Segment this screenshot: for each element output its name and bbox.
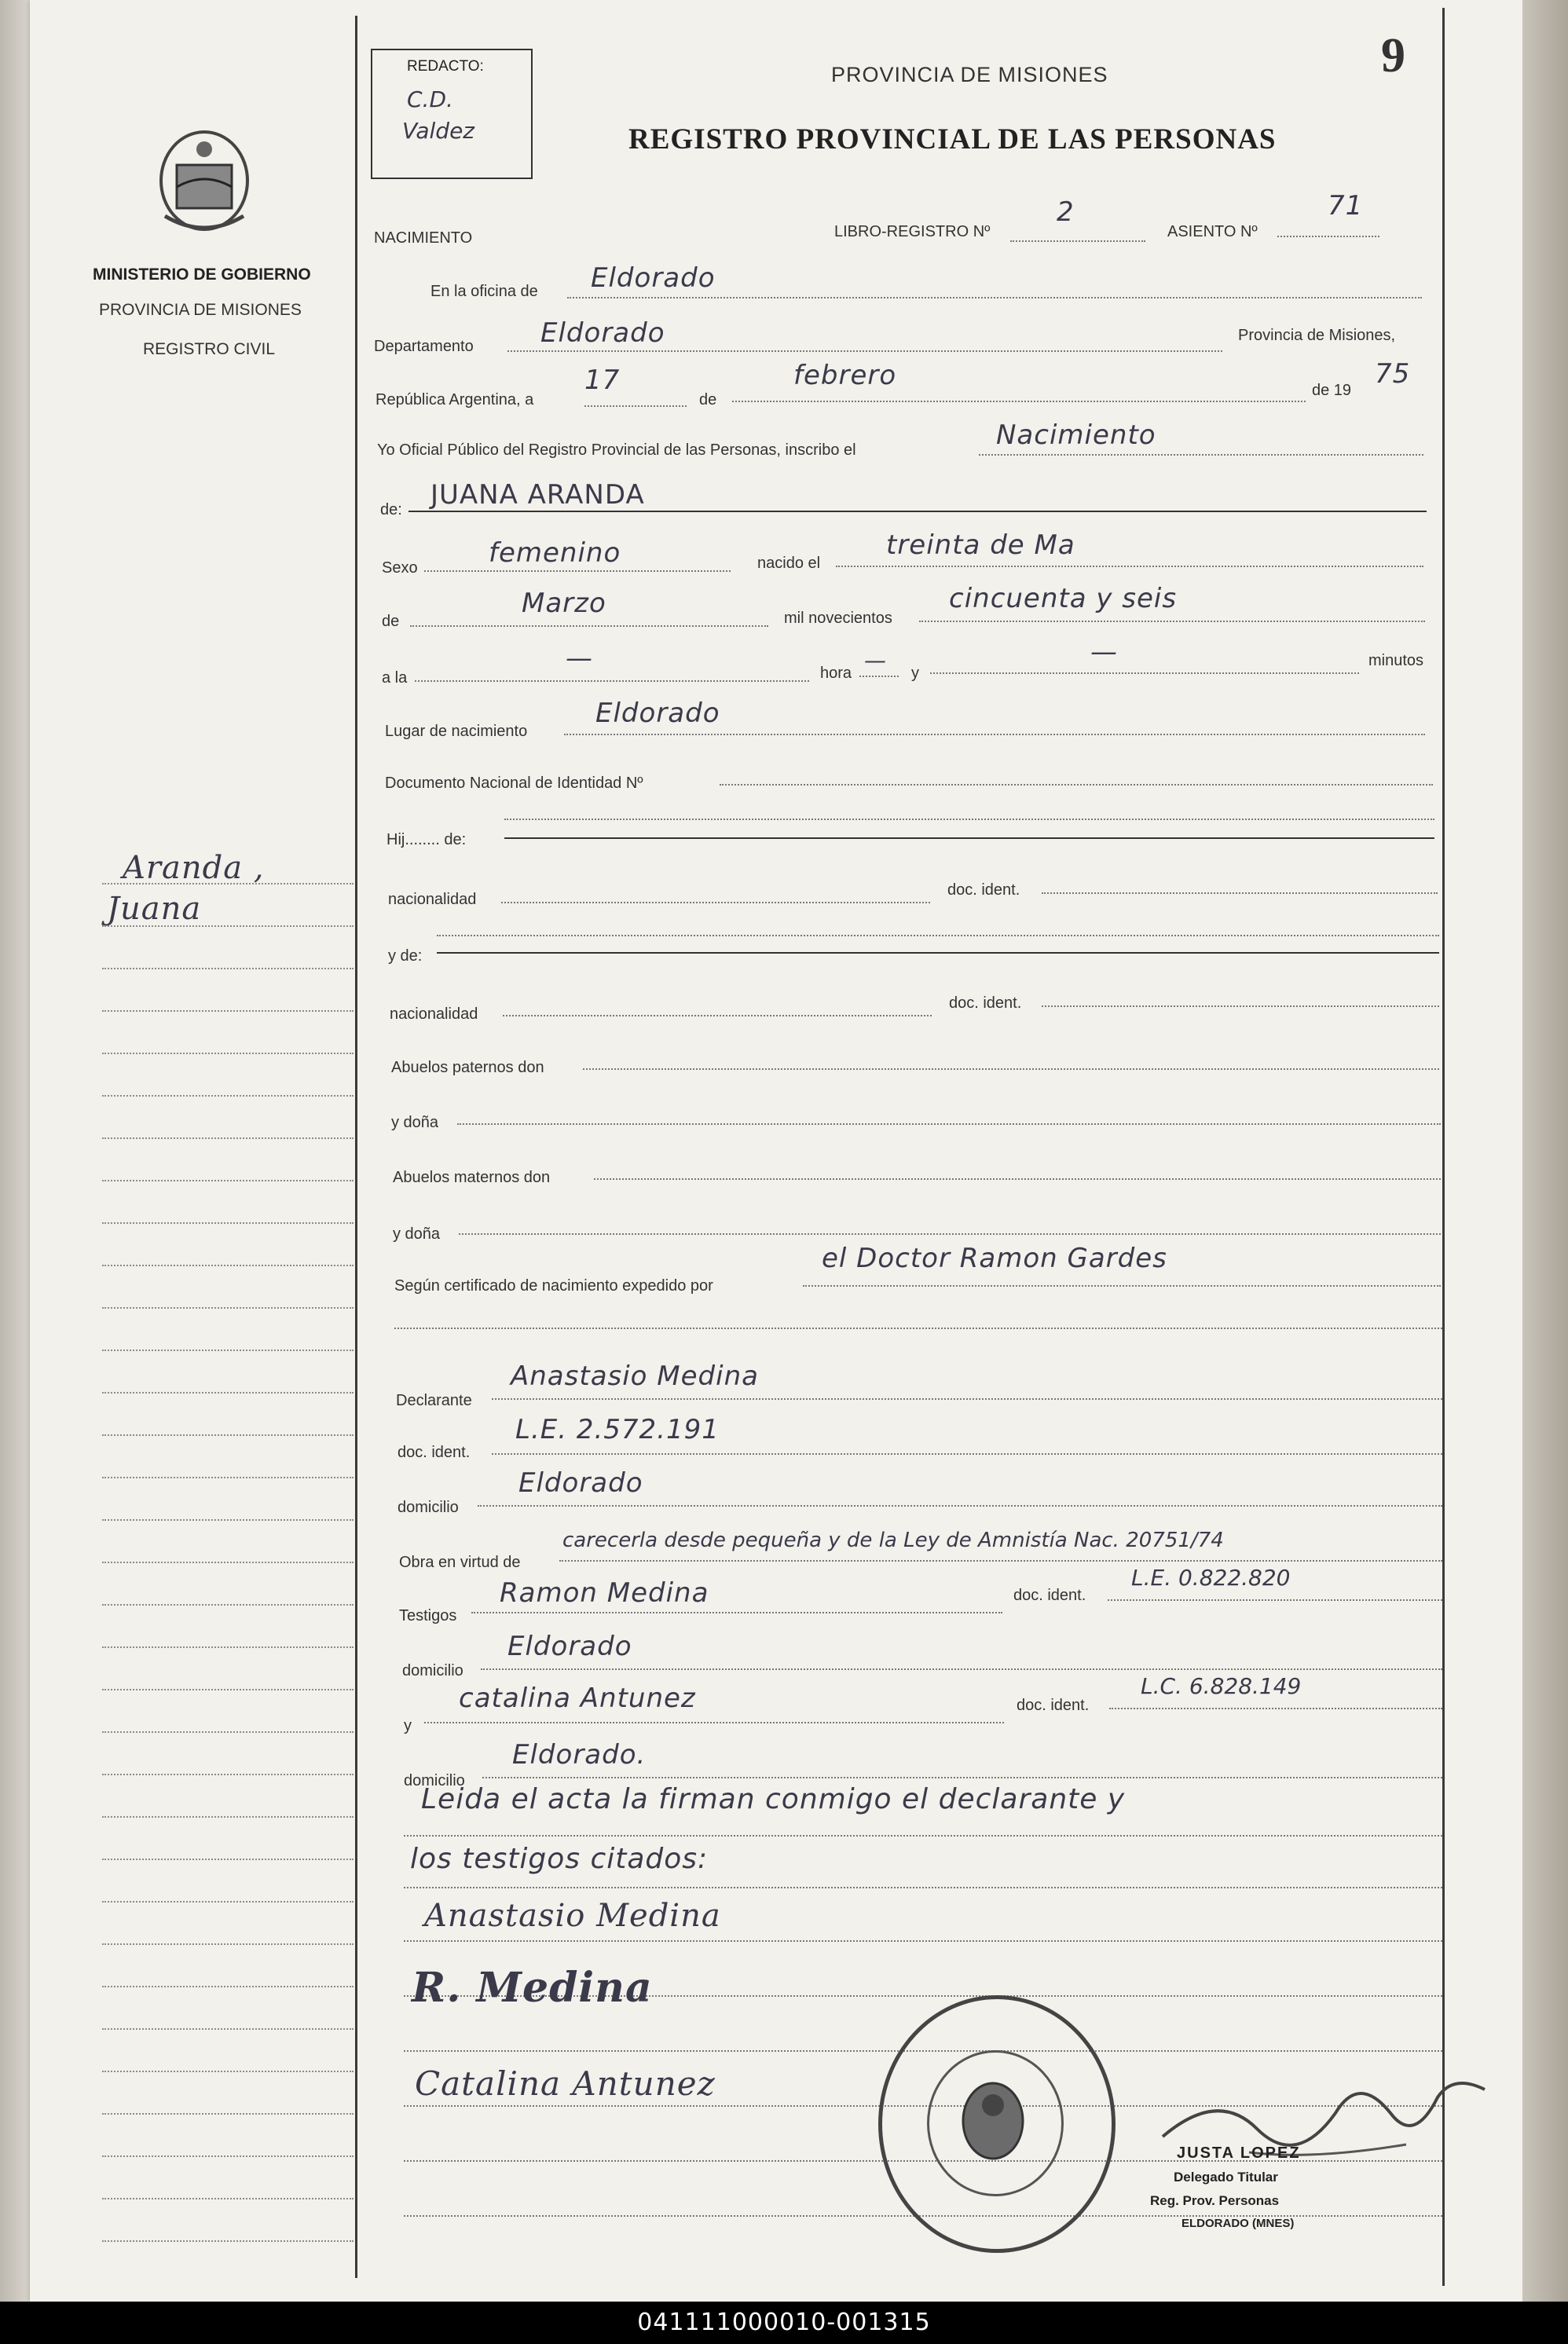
segun-dots [803,1285,1441,1287]
seal-emblem-icon [954,2074,1032,2168]
docident5-value: L.C. 6.828.149 [1141,1673,1302,1699]
sexo-value: femenino [489,537,621,569]
ydona1-label: y doña [391,1114,439,1131]
yde-dots [437,935,1439,936]
docident4-label: doc. ident. [1013,1587,1086,1604]
mes-nac-value: Marzo [522,588,606,619]
nacido-dots [836,566,1423,567]
header-registry-title: REGISTRO PROVINCIAL DE LAS PERSONAS [628,123,1277,156]
nacionalidad2-label: nacionalidad [390,1005,478,1023]
segun2-dots [394,1328,1442,1329]
oficina-dots [567,297,1422,298]
obra-label: Obra en virtud de [399,1554,521,1571]
page-right-edge [1522,0,1568,2302]
margin-line [102,1137,354,1139]
redacto-name: Valdez [402,118,474,144]
anio-value: 75 [1375,358,1411,390]
nacionalidad1-label: nacionalidad [388,891,477,908]
hij-dots [504,819,1434,820]
header-province: PROVINCIA DE MISIONES [831,63,1108,86]
nacido-value: treinta de Ma [886,529,1075,561]
closing2-dots [404,1887,1442,1888]
margin-line [102,1562,354,1563]
de19-label: de 19 [1312,382,1352,399]
oficina-value: Eldorado [591,262,716,294]
obra-value: carecerla desde pequeña y de la Ley de Amnistía Nac. 20751/74 [562,1529,1224,1552]
abuelos-mat-label: Abuelos maternos don [393,1169,551,1186]
nacido-label: nacido el [757,555,821,572]
margin-note-name: Juana [107,891,202,927]
sig-line-1 [404,1940,1442,1942]
margin-line [102,968,354,969]
page-number: 9 [1381,29,1405,82]
dom1-dots [478,1505,1442,1507]
margin-line [102,1901,354,1903]
doc5-dots [1109,1708,1442,1709]
ministry-line2: PROVINCIA DE MISIONES [99,301,302,319]
asiento-label: ASIENTO Nº [1167,223,1258,240]
hij-line [504,837,1434,839]
margin-line [102,1222,354,1224]
test1-dots [471,1612,1002,1613]
docident3-value: L.E. 2.572.191 [515,1414,720,1445]
oficial-label: Yo Oficial Público del Registro Provincial de las Personas, inscribo el [377,441,856,459]
left-border-line [355,16,357,2278]
margin-line [102,1053,354,1054]
de2-label: de [382,613,400,630]
ala-dots [415,680,809,682]
margin-line [102,1646,354,1648]
lugar-value: Eldorado [595,698,720,729]
nacimiento-label: NACIMIENTO [374,229,473,247]
closing2: los testigos citados: [410,1843,709,1875]
margin-line [102,1859,354,1860]
docident1-label: doc. ident. [947,881,1020,899]
margin-line [102,1392,354,1394]
margin-line [102,883,354,884]
margin-line [102,1180,354,1181]
declarante-dots [492,1398,1442,1400]
docident3-label: doc. ident. [397,1444,471,1461]
dni-dots [720,784,1433,786]
anionac-dots [919,621,1425,622]
testigo1-value: Ramon Medina [500,1577,709,1609]
abpat-dots [583,1068,1439,1070]
domicilio3-label: domicilio [404,1772,465,1789]
docident5-label: doc. ident. [1017,1697,1090,1714]
footer-document-id: 041111000010-001315 [637,2309,931,2336]
min-dots [930,672,1359,674]
nombre-label: de: [380,501,402,518]
sexo-dots [424,570,731,572]
margin-line [102,2113,354,2115]
margin-line [102,1731,354,1733]
nombre-value: JUANA ARANDA [430,479,645,511]
stamp-location: ELDORADO (MNES) [1181,2217,1295,2230]
margin-line [102,2071,354,2072]
signature-declarante: Anastasio Medina [424,1898,721,1934]
yde-label: y de: [388,947,423,965]
margin-line [102,2240,354,2242]
domicilio3-value: Eldorado. [512,1739,647,1771]
de-label: de [699,391,717,408]
margin-line [102,1689,354,1690]
redacto-label: REDACTO: [407,58,484,75]
abmat-dots [594,1178,1441,1180]
departamento-label: Departamento [374,338,474,355]
dni-label: Documento Nacional de Identidad Nº [385,775,643,792]
abuelos-pat-label: Abuelos paternos don [391,1059,544,1076]
declarante-value: Anastasio Medina [511,1361,759,1392]
min-value: — [1090,636,1118,668]
stamp-office: Reg. Prov. Personas [1150,2193,1280,2208]
y2-label: y [404,1717,412,1734]
stamp-title: Delegado Titular [1174,2170,1278,2185]
ala-label: a la [382,669,408,687]
margin-line [102,1265,354,1266]
oficial-value: Nacimiento [996,419,1156,451]
margin-line [102,2198,354,2199]
segun-label: Según certificado de nacimiento expedido por [394,1277,713,1295]
hora-value: — [864,647,886,673]
margin-line [102,1774,354,1775]
ala-value: — [566,643,593,674]
oficial-dots [979,454,1423,456]
closing1: Leida el acta la firman conmigo el declarante y [421,1783,1126,1815]
lugar-dots [564,734,1425,735]
segun-value: el Doctor Ramon Gardes [822,1243,1167,1274]
domicilio2-value: Eldorado [507,1631,632,1662]
docident2-label: doc. ident. [949,994,1022,1012]
docident4-value: L.E. 0.822.820 [1131,1565,1291,1591]
libro-label: LIBRO-REGISTRO Nº [834,223,991,240]
right-border-line [1442,8,1445,2286]
oficina-label: En la oficina de [430,283,538,300]
departamento-value: Eldorado [540,317,665,349]
hij-label: Hij........ de: [387,831,467,848]
libro-dots [1010,240,1145,242]
libro-value: 2 [1057,196,1075,228]
doc4-dots [1108,1599,1442,1601]
nombre-line [408,511,1427,512]
testigo2-value: catalina Antunez [459,1683,696,1714]
doc2-dots [1042,1005,1439,1007]
asiento-value: 71 [1328,190,1364,222]
signature-testigo1: R. Medina [412,1964,653,2012]
redacto-initials: C.D. [407,86,453,112]
margin-line [102,1604,354,1606]
test2-dots [424,1722,1004,1723]
margin-line [102,1943,354,1945]
yde-line [437,952,1439,954]
sexo-label: Sexo [382,559,418,577]
margin-line [102,2028,354,2030]
margin-line [102,1307,354,1309]
doc3-dots [492,1453,1442,1455]
doc1-dots [1042,892,1438,894]
stamp-name: JUSTA LOPEZ [1177,2144,1301,2162]
margin-line [102,1816,354,1818]
asiento-dots [1277,236,1379,237]
dom3-dots [482,1777,1442,1778]
provincia-label: Provincia de Misiones, [1238,327,1396,344]
mes-value: febrero [793,360,897,391]
declarante-label: Declarante [396,1392,472,1409]
ydona2-dots [459,1233,1441,1235]
ministry-line3: REGISTRO CIVIL [143,340,276,358]
ydona2-label: y doña [393,1225,441,1243]
obra-dots [559,1560,1442,1562]
dia-dots [584,405,687,407]
hora-dots [859,676,899,677]
dom2-dots [481,1668,1442,1670]
minutos-label: minutos [1368,652,1424,669]
mesnac-dots [410,625,768,627]
margin-line [102,1350,354,1351]
signature-testigo2: Catalina Antunez [415,2064,716,2103]
nac1-dots [501,902,930,903]
dia-value: 17 [584,364,621,396]
nac2-dots [503,1015,932,1016]
margin-line [102,1434,354,1436]
departamento-dots [507,350,1222,352]
hora-label: hora [820,665,852,682]
margin-line [102,1095,354,1097]
margin-line [102,925,354,927]
margin-line [102,1986,354,1987]
lugar-label: Lugar de nacimiento [385,723,528,740]
closing1-dots [404,1835,1442,1837]
y-label: y [911,665,919,682]
ministry-line1: MINISTERIO DE GOBIERNO [93,266,311,284]
ydona1-dots [457,1123,1441,1125]
mes-dots [732,401,1306,402]
republica-label: República Argentina, a [376,391,534,408]
domicilio2-label: domicilio [402,1662,463,1679]
domicilio1-label: domicilio [397,1499,459,1516]
testigos-label: Testigos [399,1607,457,1624]
domicilio1-value: Eldorado [518,1467,643,1499]
coat-of-arms-icon [153,126,255,244]
margin-line [102,1477,354,1478]
mil-label: mil novecientos [784,610,892,627]
anio-nac-value: cincuenta y seis [949,583,1178,614]
margin-line [102,1010,354,1012]
margin-line [102,1519,354,1521]
margin-line [102,2155,354,2157]
margin-note-surname: Aranda , [123,850,265,886]
